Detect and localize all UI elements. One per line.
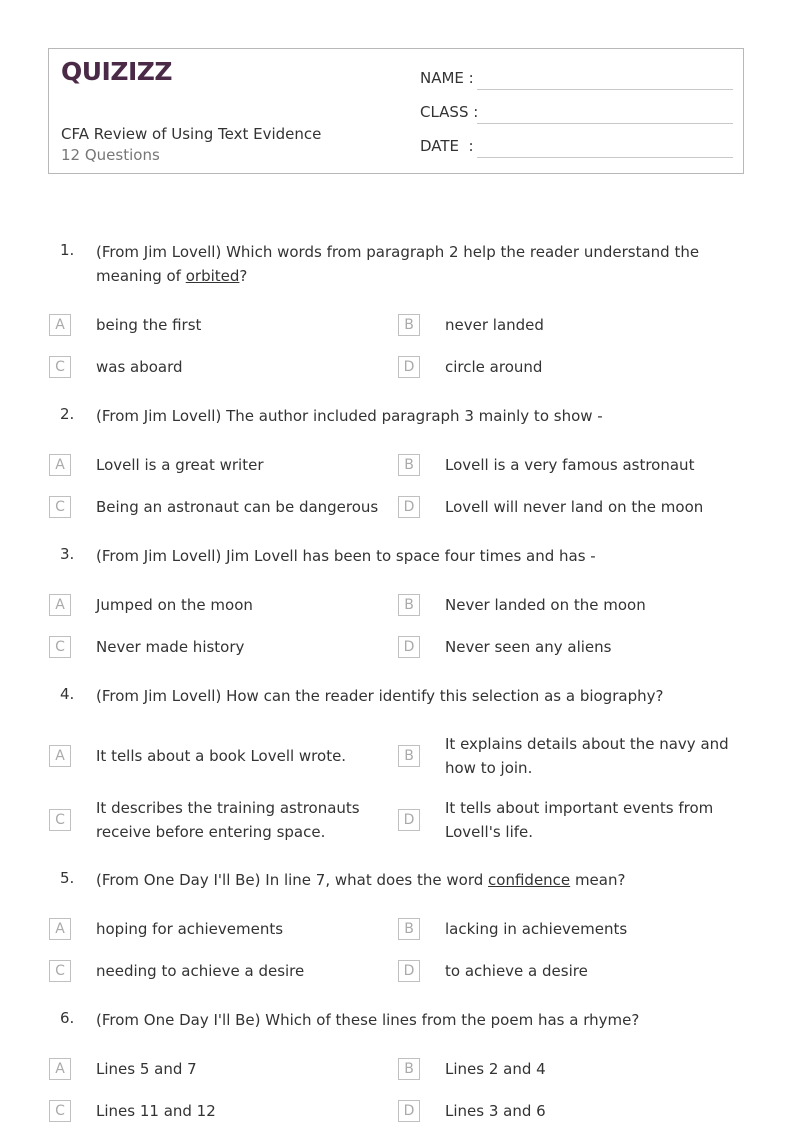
option-letter-c: C	[49, 636, 71, 658]
option-letter-b: B	[398, 1058, 420, 1080]
question-number: 6.	[60, 1009, 75, 1027]
option-c[interactable]: Being an astronaut can be dangerous	[96, 498, 379, 516]
option-d[interactable]: It tells about important events from Lovell's life.	[445, 799, 714, 841]
option-d[interactable]: circle around	[445, 358, 543, 376]
question-text-part: (From One Day I'll Be) In line 7, what does the word	[96, 871, 489, 889]
worksheet-title: CFA Review of Using Text Evidence	[61, 125, 322, 143]
question-text-part: ?	[239, 267, 248, 285]
option-letter-c: C	[49, 356, 71, 378]
worksheet-header	[48, 48, 744, 174]
underlined-word: orbited	[185, 267, 240, 285]
option-letter-c: C	[49, 1100, 71, 1122]
option-letter-b: B	[398, 314, 420, 336]
option-letter-b: B	[398, 454, 420, 476]
option-letter-d: D	[398, 356, 420, 378]
option-a[interactable]: being the first	[96, 316, 202, 334]
name-label: NAME :	[420, 69, 474, 87]
quizizz-logo: QUIZIZZ	[61, 57, 173, 86]
option-letter-c: C	[49, 960, 71, 982]
option-c[interactable]: was aboard	[96, 358, 183, 376]
question-number: 2.	[60, 405, 75, 423]
question-number: 1.	[60, 241, 75, 259]
option-letter-b: B	[398, 594, 420, 616]
option-a[interactable]: Lovell is a great writer	[96, 456, 264, 474]
date-line	[477, 157, 733, 158]
option-a[interactable]: Jumped on the moon	[96, 596, 253, 614]
option-a[interactable]: hoping for achievements	[96, 920, 284, 938]
option-b[interactable]: Never landed on the moon	[445, 596, 646, 614]
class-label: CLASS :	[420, 103, 479, 121]
option-b[interactable]: Lovell is a very famous astronaut	[445, 456, 695, 474]
option-letter-d: D	[398, 636, 420, 658]
option-d[interactable]: Lines 3 and 6	[445, 1102, 546, 1120]
option-letter-b: B	[398, 918, 420, 940]
question-text	[96, 240, 726, 288]
option-b[interactable]: lacking in achievements	[445, 920, 628, 938]
question-text: (From Jim Lovell) The author included paragraph 3 mainly to show -	[96, 407, 603, 425]
option-c[interactable]: Lines 11 and 12	[96, 1102, 216, 1120]
option-letter-d: D	[398, 960, 420, 982]
option-b[interactable]: never landed	[445, 316, 544, 334]
option-c[interactable]: Never made history	[96, 638, 245, 656]
option-letter-a: A	[49, 314, 71, 336]
option-a[interactable]: It tells about a book Lovell wrote.	[96, 747, 347, 765]
option-a[interactable]: Lines 5 and 7	[96, 1060, 197, 1078]
option-letter-a: A	[49, 594, 71, 616]
question-number: 4.	[60, 685, 75, 703]
option-d[interactable]: Lovell will never land on the moon	[445, 498, 704, 516]
option-letter-d: D	[398, 809, 420, 831]
option-letter-c: C	[49, 809, 71, 831]
question-text-part: (From Jim Lovell) Which words from paragraph 2 help the reader understand the meaning of	[96, 243, 700, 285]
option-letter-a: A	[49, 454, 71, 476]
option-letter-a: A	[49, 1058, 71, 1080]
option-letter-d: D	[398, 1100, 420, 1122]
option-b[interactable]: It explains details about the navy and how to join.	[445, 735, 729, 777]
question-text-part: mean?	[570, 871, 626, 889]
date-label: DATE :	[420, 137, 474, 155]
option-b[interactable]: Lines 2 and 4	[445, 1060, 546, 1078]
question-number: 5.	[60, 869, 75, 887]
option-d[interactable]: to achieve a desire	[445, 962, 588, 980]
option-letter-a: A	[49, 745, 71, 767]
name-line	[477, 89, 733, 90]
underlined-word: confidence	[488, 871, 571, 889]
option-letter-c: C	[49, 496, 71, 518]
option-letter-d: D	[398, 496, 420, 518]
option-letter-a: A	[49, 918, 71, 940]
question-text	[96, 868, 726, 892]
question-text: (From One Day I'll Be) Which of these lines from the poem has a rhyme?	[96, 1011, 640, 1029]
option-letter-b: B	[398, 745, 420, 767]
question-number: 3.	[60, 545, 75, 563]
class-line	[477, 123, 733, 124]
question-text: (From Jim Lovell) How can the reader identify this selection as a biography?	[96, 687, 664, 705]
question-text: (From Jim Lovell) Jim Lovell has been to space four times and has -	[96, 547, 596, 565]
option-c[interactable]: needing to achieve a desire	[96, 962, 305, 980]
option-c[interactable]: It describes the training astronauts receive before entering space.	[96, 799, 360, 841]
option-d[interactable]: Never seen any aliens	[445, 638, 612, 656]
question-count: 12 Questions	[61, 146, 160, 164]
